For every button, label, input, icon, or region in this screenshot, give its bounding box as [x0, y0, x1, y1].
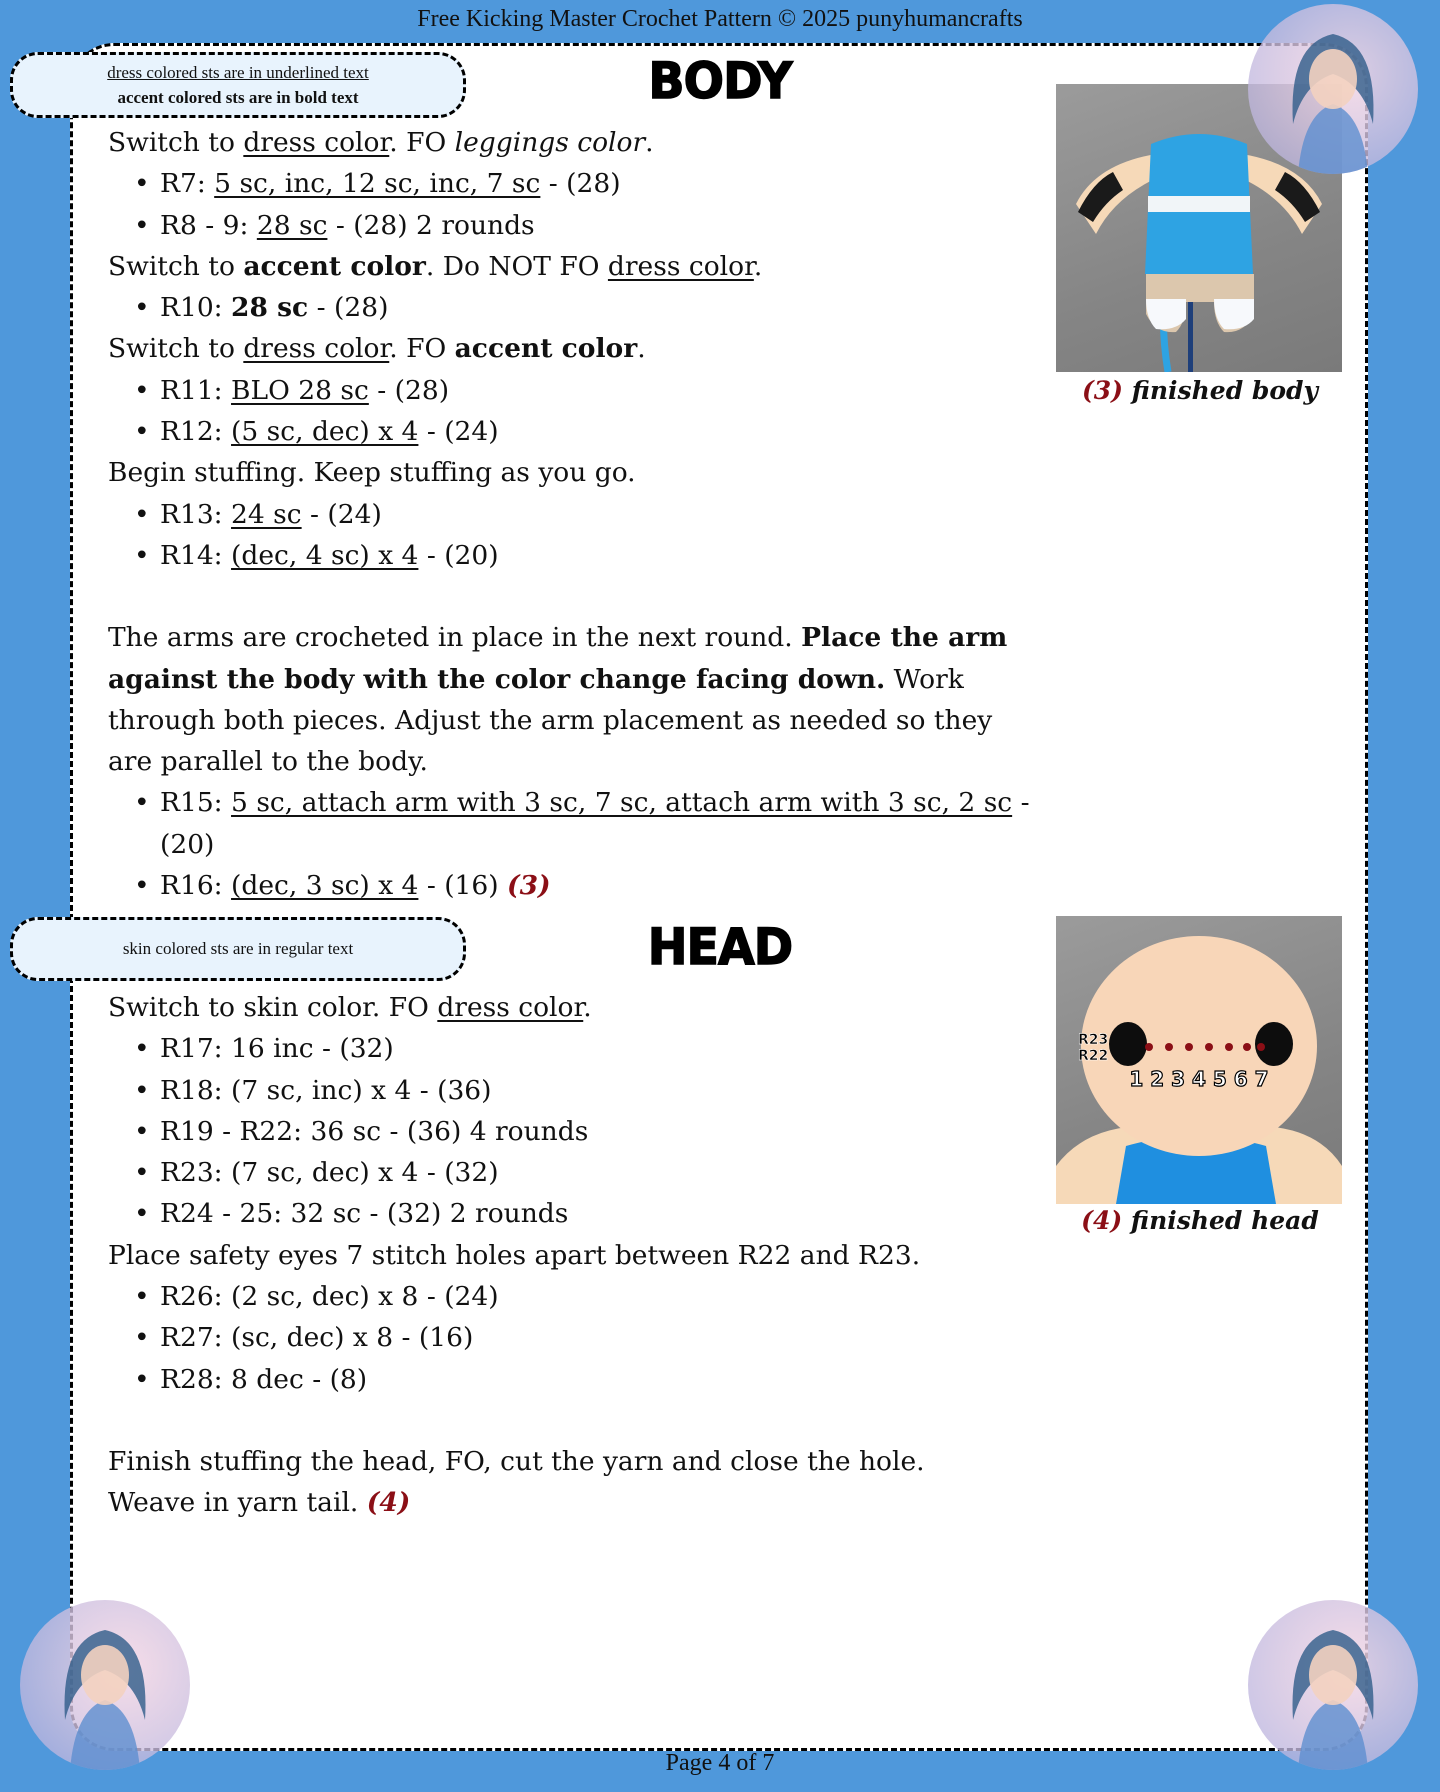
- finished-head-photo: [1056, 916, 1342, 1204]
- avatar-icon: [1248, 4, 1418, 174]
- brand-logo-badge: [20, 1600, 190, 1770]
- caption-finished-body: (3) finished body: [1081, 376, 1319, 405]
- body-color-legend: [10, 52, 466, 118]
- head-instructions: [108, 987, 1038, 1524]
- round-r23: • R23: (7 sc, dec) x 4 - (32): [160, 1152, 1038, 1193]
- caption-finished-head: (4) finished head: [1081, 1206, 1319, 1235]
- document-header-title: Free Kicking Master Crochet Pattern © 2025 punyhumancrafts: [417, 6, 1023, 32]
- instruction-line: Switch to dress color. FO leggings color.: [108, 127, 654, 158]
- section-title-body: BODY: [648, 52, 792, 110]
- round-r14: • R14: (dec, 4 sc) x 4 - (20): [160, 535, 1038, 576]
- round-r10: • R10: 28 sc - (28): [160, 287, 1038, 328]
- round-r28: • R28: 8 dec - (8): [160, 1359, 1038, 1400]
- round-r17: • R17: 16 inc - (32): [160, 1028, 1038, 1069]
- crochet-head-illustration: [1056, 916, 1342, 1204]
- brand-logo-badge: [1248, 1600, 1418, 1770]
- round-r16: • R16: (dec, 3 sc) x 4 - (16) (3): [160, 865, 1038, 906]
- avatar-icon: [20, 1600, 190, 1770]
- legend-accent-line: accent colored sts are in bold text: [117, 88, 359, 107]
- round-r12: • R12: (5 sc, dec) x 4 - (24): [160, 411, 1038, 452]
- finish-paragraph: Finish stuffing the head, FO, cut the yarn and close the hole. Weave in yarn tail. (4): [108, 1445, 925, 1519]
- figure-ref-3: (3): [507, 870, 551, 902]
- svg-text:R23: R23: [1078, 1032, 1109, 1048]
- round-r27: • R27: (sc, dec) x 8 - (16): [160, 1317, 1038, 1358]
- section-title-head: HEAD: [647, 918, 793, 976]
- round-r7: • R7: 5 sc, inc, 12 sc, inc, 7 sc - (28): [160, 163, 1038, 204]
- round-r19-r22: • R19 - R22: 36 sc - (36) 4 rounds: [160, 1111, 1038, 1152]
- round-r26: • R26: (2 sc, dec) x 8 - (24): [160, 1276, 1038, 1317]
- round-r11: • R11: BLO 28 sc - (28): [160, 370, 1038, 411]
- svg-text:1 2 3 4 5 6 7: 1 2 3 4 5 6 7: [1129, 1067, 1269, 1091]
- round-r18: • R18: (7 sc, inc) x 4 - (36): [160, 1070, 1038, 1111]
- legend-dress-line: dress colored sts are in underlined text: [107, 63, 369, 82]
- instruction-line: Switch to skin color. FO dress color.: [108, 992, 592, 1023]
- instruction-line: Switch to dress color. FO accent color.: [108, 333, 646, 365]
- figure-ref-4: (4): [366, 1487, 411, 1519]
- svg-text:R22: R22: [1078, 1048, 1109, 1064]
- round-r15: • R15: 5 sc, attach arm with 3 sc, 7 sc, attach arm with 3 sc, 2 sc - (20): [160, 782, 1038, 865]
- avatar-icon: [1248, 1600, 1418, 1770]
- instruction-line: Switch to accent color. Do NOT FO dress color.: [108, 250, 763, 282]
- round-r13: • R13: 24 sc - (24): [160, 494, 1038, 535]
- head-color-legend: [10, 917, 466, 981]
- round-r8-9: • R8 - 9: 28 sc - (28) 2 rounds: [160, 205, 1038, 246]
- arms-paragraph: The arms are crocheted in place in the next round. Place the arm against the body with the color change facing down. Work through both pieces. Adjust the arm placement as needed so they are parallel to the body.: [108, 622, 1008, 778]
- round-r24-25: • R24 - 25: 32 sc - (32) 2 rounds: [160, 1193, 1038, 1234]
- instruction-line: Begin stuffing. Keep stuffing as you go.: [108, 457, 636, 489]
- legend-skin-line: skin colored sts are in regular text: [122, 939, 354, 958]
- body-instructions: [108, 122, 1038, 906]
- page-number: Page 4 of 7: [665, 1750, 775, 1776]
- instruction-line: Place safety eyes 7 stitch holes apart between R22 and R23.: [108, 1239, 921, 1271]
- brand-logo-badge: [1248, 4, 1418, 174]
